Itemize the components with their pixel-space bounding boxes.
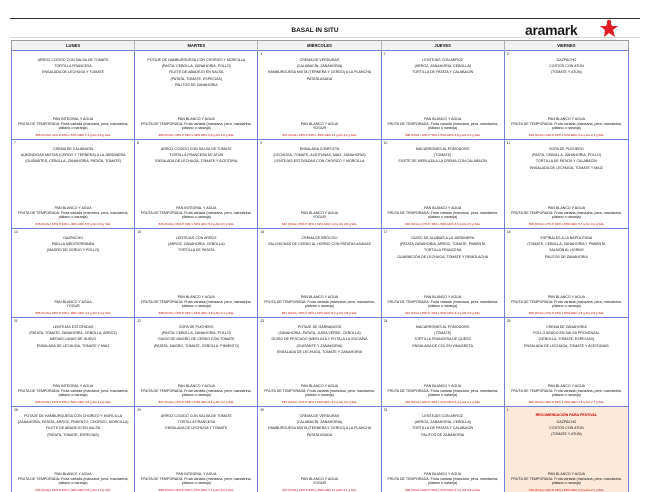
side-line: FRUTA DE TEMPORADA: Fruta variada (manzana, pera, mandarina, plátano o naranja)	[387, 210, 498, 219]
side-line: FRUTA DE TEMPORADA: Fruta variada (manzana, pera, mandarina, plátano o naranja)	[387, 299, 498, 308]
side-line: PAN BLANCO Y AGUA	[177, 117, 215, 122]
bread-and-dessert	[261, 122, 377, 137]
dish-line: ARROZ COCIDO CON SALSA DE TOMATE	[160, 147, 232, 151]
bread-and-dessert	[138, 295, 254, 315]
side-line: PAN BLANCO Y AGUA	[424, 295, 462, 300]
dish-line: CREMA DE VERDURAS	[299, 414, 340, 418]
dish-line: ENSALADA DE COL EN VINAGRETA	[412, 343, 474, 348]
day-number: 24	[383, 319, 388, 323]
side-line: PAN BLANCO Y AGUA	[547, 295, 585, 300]
dish-list	[15, 325, 131, 348]
side-line: FRUTA DE TEMPORADA: Fruta variada (manzana, pera, mandarina, plátano o naranja)	[17, 121, 129, 130]
day-number: 15	[137, 230, 141, 234]
day-number: 3	[506, 52, 509, 56]
side-line: FRUTA DE TEMPORADA: Fruta variada (manzana, pera, mandarina, plátano o naranja)	[141, 210, 252, 219]
dish-line: (MAGRO DE CERDO Y POLLO)	[47, 248, 100, 253]
dish-line: HAMBURGUESA MIXTA (TERNERA Y CERDO) A LA PLANCHA	[267, 70, 372, 75]
page-title: BASAL IN SITU	[291, 27, 339, 34]
dish-line: (TOMATE)	[434, 153, 452, 158]
dish-list	[15, 236, 131, 253]
side-line: FRUTA DE TEMPORADA: Fruta variada (manzana, pera, mandarina, plátano o naranja)	[387, 388, 498, 397]
nutrition-info: 651 (KCAL) 15% P 33% L 52% HDC 8,3 g AG 3,8 g SAL	[281, 311, 358, 315]
bread-and-dessert	[385, 472, 501, 492]
dish-line: (PATATA,ZANAHORIA, ARROZ, TOMATE, PIMIENTA	[399, 242, 486, 247]
side-line: FRUTA DE TEMPORADA: Fruta variada (manzana, pera, mandarina, plátano o naranja)	[141, 388, 252, 397]
dish-line: GUISO DE PESCADO (MERLUZA Y POTA) A LA VIZCAÍNA	[271, 337, 368, 342]
day-menu-cell	[505, 229, 628, 317]
day-number: 16	[260, 230, 265, 234]
dish-line: PATATA ASADA	[306, 432, 333, 437]
dish-line: GUARNICIÓN DE LECHUGA, TOMATE Y REMOLACHA	[397, 254, 489, 259]
day-number: 29	[137, 408, 141, 412]
day-number: 18	[506, 230, 511, 234]
dish-line: ENSALADA DE LECHUGA Y TOMATE	[42, 70, 105, 75]
nutrition-info: 656 (KCAL) 18% P 33% L 49% HDC 6,8 g AG 4,0 g SAL	[158, 133, 234, 137]
dish-line: POTAJE DE HAMBURGUESA CON CHORIZO Y MORCILLA	[147, 58, 246, 62]
dish-line: GAZPACHO	[556, 58, 577, 62]
side-line: PAN BLANCO Y AGUA	[300, 121, 339, 126]
dish-line: (ARROZ, ZANAHORIA, CEBOLLA)	[168, 242, 225, 247]
side-line: PAN BLANCO Y AGUA	[300, 384, 339, 389]
nutrition-info: 655 (KCAL) 18% P 33% L 49% HDC 3,2 g AG 3,4 g SAL	[35, 311, 111, 315]
dish-list	[138, 58, 254, 87]
dish-line: TORTILLA FRANCESA	[423, 248, 462, 253]
side-line: PAN BLANCO Y AGUA	[177, 295, 215, 300]
nutrition-info: 608 (KCAL) 16% P 33% L 51% HDC 4,5 g AG 3,1 g SAL	[158, 311, 234, 315]
bread-and-dessert	[261, 384, 377, 404]
weekday-header-row	[11, 40, 629, 50]
nutrition-info: 667 (KCAL) 18% P 33% L 49% HDC 11 g AG 3,1 g SAL	[282, 488, 357, 492]
side-line: PAN BLANCO Y AGUA	[424, 206, 462, 211]
dish-line: GUISO DE ALUBIAS A LA JARDINERA	[411, 236, 475, 240]
weekday-label: MIÉRCOLES	[258, 41, 381, 51]
dish-list	[385, 58, 501, 75]
dish-line: COSTOS CON ATÚN	[549, 64, 584, 69]
side-line: PAN BLANCO Y AGUA	[424, 384, 462, 389]
day-menu-cell	[382, 140, 505, 228]
side-line: FRUTA DE TEMPORADA: Fruta variada (manzana, pera, mandarina, plátano o naranja)	[511, 121, 622, 130]
dish-list	[261, 414, 377, 437]
day-number: 10	[383, 141, 388, 145]
side-line: FRUTA DE TEMPORADA: Fruta variada (manzana, pera, mandarina, plátano o naranja)	[511, 299, 622, 308]
weekday-label: VIERNES	[557, 43, 576, 48]
dish-line: CREMA DE VERDURAS	[299, 58, 340, 62]
day-number: 1	[506, 408, 509, 412]
nutrition-info: 604 (KCAL) 17% P 33% L 50% HDC 4,0 g AG 2,5 g SAL	[405, 222, 481, 226]
dish-line: LENTEJAS CON ARROZ	[176, 236, 217, 240]
dish-line: ALBÓNDIGAS MIXTAS (CERDO Y TERNERA) A LA JARDINERA	[20, 153, 126, 158]
day-number: 25	[506, 319, 511, 323]
side-line: YOGUR	[66, 303, 80, 308]
weekday-label: JUEVES	[382, 41, 505, 51]
dish-line: TORTILLA DE PATATA	[178, 248, 215, 253]
dish-line: (ARROZ, ZANAHORIA, CEBOLLA)	[414, 64, 471, 69]
bread-and-dessert	[138, 472, 254, 492]
dish-line: ENSALADA DE LECHUGA Y TOMATE	[165, 426, 228, 431]
side-line: PAN BLANCO Y AGUA	[424, 472, 462, 477]
nutrition-info: 619 (KCAL) 17% P 33% L 50% HDC 3,4 g AG 3,0 g SAL	[281, 400, 358, 404]
side-line: PAN BLANCO Y AGUA	[424, 117, 462, 122]
dish-line: SOPA DE PUCHERO	[179, 325, 214, 329]
nutrition-info: 658 (KCAL) 17% P 33% L 50% HDC 5,7 g AG 3,4 g SAL	[528, 222, 604, 226]
dish-line: LENTEJAS CON ARROZ	[422, 58, 463, 62]
dish-list	[385, 325, 501, 348]
day-number: 7	[14, 141, 16, 145]
dish-line: CREMA DE BRÓCOLI	[301, 236, 338, 240]
nutrition-info: 656 (KCAL) 18% P 33% L 49% HDC 6,8 g AG 4,0 g SAL	[35, 488, 111, 492]
day-menu-cell	[258, 229, 381, 317]
side-line: PAN BLANCO Y AGUA	[547, 206, 585, 211]
day-menu-cell	[505, 407, 628, 492]
dish-line: (CALABACÍN, ZANAHORIA)	[296, 64, 343, 69]
bread-and-dessert	[15, 472, 131, 492]
dish-line: (PATATA, TOMATE, ESPECIAS)	[47, 432, 99, 437]
dish-list	[15, 414, 131, 437]
day-number: 23	[260, 319, 265, 323]
side-line: FRUTA DE TEMPORADA: Fruta variada (manzana, pera, mandarina, plátano o naranja)	[17, 388, 129, 397]
bread-and-dessert	[385, 206, 501, 226]
bread-and-dessert	[385, 295, 501, 315]
side-line: PAN BLANCO Y AGUA	[300, 476, 339, 481]
day-number: 28	[14, 408, 18, 412]
nutrition-info: 608 (KCAL) 16% P 33% L 51% HDC 4,5 g AG 3,5 g SAL	[405, 133, 481, 137]
dish-line: (CALABACÍN, ZANAHORIA)	[296, 420, 343, 425]
dish-line: POTAJE DE HAMBURGUESA CON CHORIZO Y MORCILLA	[24, 414, 123, 418]
side-line: FRUTA DE TEMPORADA: Fruta variada (manzana, pera, mandarina, plátano o naranja)	[264, 299, 375, 308]
dish-line: HAMBURGUESA MIXTA (TERNERA Y CERDO) A LA PLANCHA	[267, 426, 372, 431]
day-number: 14	[14, 230, 18, 234]
dish-line: PALITOS DE ZANAHORIA	[421, 432, 465, 437]
side-line: FRUTA DE TEMPORADA: Fruta variada (manzana, pera, mandarina, plátano o naranja)	[511, 476, 622, 485]
dish-line: (PASTA, CEBOLLA, ZANAHORIA, POLLO)	[161, 331, 231, 336]
dish-line: ENSALADA DE LECHUGA, TOMATE Y MAIZ	[530, 165, 603, 170]
bread-and-dessert	[15, 384, 131, 404]
side-line: FRUTA DE TEMPORADA: Fruta variada (manzana, pera, mandarina, plátano o naranja)	[17, 210, 129, 219]
dish-line: GAZPACHO	[556, 420, 577, 424]
bread-and-dessert	[261, 295, 377, 315]
dish-line: (ZANAHORIA, PATATA, JUDÍA VERDE, CEBOLLA)	[278, 331, 361, 336]
dish-line: LENTEJAS ESTOFADAS	[52, 325, 94, 329]
dish-list	[508, 325, 625, 348]
day-menu-cell	[12, 140, 135, 228]
dish-line: (ZANAHORIA, PATATA, ARROZ, PIMIENTO, CHORIZO, MORCILLA)	[17, 420, 129, 425]
side-line: PAN BLANCO Y AGUA	[547, 472, 585, 477]
dish-line: (PATATA, MAGRO, TOMATE, CEBOLLA, PIMIENTO)	[153, 343, 239, 348]
bread-and-dessert	[261, 477, 377, 492]
day-number: 9	[260, 141, 263, 145]
side-line: PAN INTEGRAL Y AGUA	[176, 206, 217, 211]
day-number: 17	[383, 230, 388, 234]
dish-list	[508, 58, 625, 75]
day-number: 8	[137, 141, 140, 145]
day-menu-cell	[258, 407, 381, 492]
nutrition-info: 616 (KCAL) 14% P 33% L 53% HDC 2,2 g AG 2,1 g SAL	[528, 133, 604, 137]
dish-list	[138, 147, 254, 164]
dish-list	[385, 236, 501, 259]
day-menu-cell	[12, 407, 135, 492]
dish-line: PALITOS DE ZANAHORIA	[174, 82, 218, 87]
side-line: FRUTA DE TEMPORADA: Fruta variada (manzana, pera, mandarina, plátano o naranja)	[511, 210, 622, 219]
dish-line: (PASTA, CEBOLLA, ZANAHORIA, POLLO)	[531, 153, 601, 158]
dish-line: CREMA DE ZANAHORIA	[546, 325, 587, 329]
dish-line: TORTILLA DE PATATA Y CALABACÍN	[412, 426, 474, 431]
header-bottom-rule	[10, 37, 640, 38]
side-line: FRUTA DE TEMPORADA: Fruta variada (manzana, pera, mandarina, plátano o naranja)	[141, 476, 252, 485]
day-number: 31	[383, 408, 388, 412]
dish-line: (ARROZ, ZANAHORIA, CEBOLLA)	[414, 420, 471, 425]
week-row	[11, 50, 629, 139]
bread-and-dessert	[508, 295, 625, 315]
dish-line: FILETE DE MERLUZA A LA CREMA CON CALABACÍN	[398, 159, 487, 164]
dish-line: ARROZ COCIDO CON SALSA DE TOMATE	[37, 58, 109, 62]
dish-list	[138, 414, 254, 431]
dish-line: (PATATA, TOMATE, ZANAHORIA, CEBOLLA, ARROZ)	[29, 331, 117, 336]
dish-list	[261, 325, 377, 354]
dish-line: (LECHUGA, TOMATE, ACEITUNAS, MAIZ, ZANAHORIA)	[273, 153, 366, 158]
side-line: PAN INTEGRAL Y AGUA	[52, 117, 94, 122]
logo-wordmark: aramark	[525, 22, 578, 38]
day-menu-cell	[135, 51, 258, 139]
dish-line: LENTEJAS CON ARROZ	[422, 414, 463, 418]
dish-line: FILETE DE ABADEJO EN SALSA	[169, 70, 224, 75]
aramark-logo	[525, 18, 625, 42]
nutrition-info: 609 (KCAL) 17% P 33% L 50% HDC 4,5 g AG 2,8 g SAL	[528, 311, 604, 315]
side-line: PAN BLANCO Y AGUA	[54, 299, 92, 304]
dish-line: (GUISANTE Y ZANAHORIA)	[296, 343, 343, 348]
bread-and-dessert	[508, 472, 625, 492]
dish-list	[508, 236, 625, 259]
dish-line: SALCHICHAS DE CERDO AL HORNO CON PATATAS ASADAS	[268, 242, 371, 247]
dish-list	[138, 325, 254, 348]
dish-line: MACARRONES AL POMODORO	[415, 147, 470, 151]
side-line: PAN BLANCO Y AGUA	[54, 472, 92, 477]
bread-and-dessert	[138, 384, 254, 404]
dish-list	[508, 420, 625, 437]
side-line: FRUTA DE TEMPORADA: Fruta variada (manzana, pera, mandarina, plátano o naranja)	[511, 388, 622, 397]
dish-line: GUISO DE MAGRO DE CERDO CON TOMATE	[157, 337, 235, 342]
dish-line: (TOMATE Y ATÚN)	[551, 432, 582, 437]
day-menu-cell	[382, 407, 505, 492]
dish-line: (TOMATE Y ATÚN)	[551, 70, 582, 75]
special-recommendation-label: RECOMENDACIÓN PARA FESTIVAL	[535, 413, 598, 417]
weekday-label: MARTES	[135, 41, 258, 51]
dish-line: (PASTA, CEBOLLA, ZANAHORIA, POLLO)	[161, 64, 231, 69]
day-menu-cell	[258, 51, 381, 139]
side-line: PAN INTEGRAL Y AGUA	[176, 472, 217, 477]
dish-list	[138, 236, 254, 253]
side-line: PAN BLANCO Y AGUA	[300, 210, 339, 215]
dish-line: (PATATA, TOMATE, ESPECIAS)	[170, 76, 223, 81]
dish-line: ARROZ COCIDO CON SALSA DE TOMATE	[160, 414, 232, 418]
nutrition-info: 605 (KCAL) 15% P 33% L 52% HDC 4,5 g AG 3,6 g SAL	[35, 400, 111, 404]
day-menu-cell	[505, 140, 628, 228]
dish-line: TORTILLA FRANCESA	[177, 420, 215, 425]
nutrition-info: 616 (KCAL) 15% P 33% L 52% HDC 5,2 g AG 3,6 g SAL	[158, 222, 234, 226]
bread-and-dessert	[138, 206, 254, 226]
dish-line: MEDIAS LUNAS DE HUEVO	[49, 337, 97, 342]
dish-line: CREMA DE CALABACÍN	[53, 147, 94, 151]
weekday-label: LUNES	[12, 41, 135, 51]
nutrition-info: 616 (KCAL) 14% P 33% L 53% HDC 2,2 g AG 2,1 g SAL	[528, 488, 604, 492]
side-line: FRUTA DE TEMPORADA: Fruta variada (manzana, pera, mandarina, plátano o naranja)	[387, 121, 498, 130]
day-menu-cell	[12, 229, 135, 317]
nutrition-info: 627 (KCAL) 17% P 33% L 50% HDC 5,8 g AG 3,2 g SAL	[158, 400, 234, 404]
menu-calendar-grid	[11, 40, 629, 492]
day-menu-cell	[135, 318, 258, 406]
side-line: PAN BLANCO Y AGUA	[54, 206, 92, 211]
dish-line: POTAJE DE GARBANZOS	[297, 325, 342, 329]
dish-list	[385, 414, 501, 437]
day-menu-cell	[382, 318, 505, 406]
nutrition-info: 615 (KCAL) 18% P 33% L 49% HDC 8,5 g AG 3,8 g SAL	[35, 222, 111, 226]
dish-list	[261, 236, 377, 246]
dish-line: TORTILLA FRANCESA	[54, 64, 92, 69]
day-number: 1	[260, 52, 263, 56]
day-menu-cell	[382, 229, 505, 317]
dish-line: ENSALADA DE LECHUGA, TOMATE Y ZANAHORIA	[276, 349, 363, 354]
side-line: FRUTA DE TEMPORADA: Fruta variada (manzana, pera, mandarina, plátano o naranja)	[264, 388, 375, 397]
side-line: FRUTA DE TEMPORADA: Fruta variada (manzana, pera, mandarina, plátano o naranja)	[387, 476, 498, 485]
nutrition-info: 612 (KCAL) 15% P 33% L 52% HDC 4,2 g AG 2,9 g SAL	[405, 311, 481, 315]
side-line: FRUTA DE TEMPORADA: Fruta variada (manzana, pera, mandarina, plátano o naranja)	[17, 476, 129, 485]
side-line: YOGUR	[312, 214, 327, 219]
bread-and-dessert	[15, 206, 131, 226]
day-menu-cell	[505, 51, 628, 139]
dish-line: TORTILLA FRANCESA DE ATÚN	[169, 153, 224, 158]
dish-line: TORTILLA DE PATATA Y CALABACÍN	[412, 70, 474, 75]
dish-line: COSTOS CON ATÚN	[549, 426, 584, 431]
dish-line: PAELLA MEDITERRÁNEA	[51, 242, 95, 247]
dish-line: ENSALADA DE LECHUGA, TOMATE Y MAIZ	[36, 343, 110, 348]
side-line: FRUTA DE TEMPORADA: Fruta variada (manzana, pera, mandarina, plátano o naranja)	[141, 121, 252, 130]
dish-list	[15, 58, 131, 75]
bread-and-dessert	[508, 384, 625, 404]
side-line: PAN INTEGRAL Y AGUA	[52, 384, 94, 389]
side-line: PAN BLANCO Y AGUA	[547, 384, 585, 389]
day-number: 22	[137, 319, 141, 323]
dish-line: (CEBOLLA, TOMATE, ESPECIAS)	[538, 337, 595, 342]
dish-list	[385, 147, 501, 164]
bread-and-dessert	[261, 211, 377, 226]
day-number: 11	[506, 141, 511, 145]
bread-and-dessert	[385, 117, 501, 137]
dish-line: (GUISANTES, CEBOLLA, ZANAHORIA, PATATA, TOMATE)	[25, 159, 122, 164]
dish-line: SALMÓN AL HORNO	[549, 248, 584, 253]
dish-line: ENSALADA DE LECHUGA, TOMATE Y ACEITUNAS	[524, 343, 609, 348]
dish-list	[15, 147, 131, 164]
dish-line: (TOMATE)	[434, 331, 452, 336]
day-number: 2	[383, 52, 386, 56]
dish-line: (TOMATE, CEBOLLA, ZANAHORIA Y PIMIENTA	[527, 242, 606, 247]
nutrition-info: 602 (KCAL) 18% P 33% L 49% HDC 3,8 g AG 2,7 g SAL	[528, 400, 604, 404]
nutrition-info: 623 (KCAL) 15% P 33% L 52% HDC 4,9 g AG 3,8 g SAL	[281, 222, 358, 226]
side-line: YOGUR	[312, 125, 327, 130]
bread-and-dessert	[138, 117, 254, 137]
dish-line: LENTEJAS ESTOFADAS CON CHORIZO Y MORCILLA	[274, 159, 365, 164]
bread-and-dessert	[508, 117, 625, 137]
day-menu-cell	[12, 51, 135, 139]
day-menu-cell	[382, 51, 505, 139]
dish-line: PALITOS DE ZANAHORIA	[544, 254, 588, 259]
bread-and-dessert	[15, 300, 131, 315]
day-number: 21	[14, 319, 18, 323]
nutrition-info: 608 (KCAL) 11% P 33% L 57% HDC 7,3 g AG 3,6 g SAL	[35, 133, 111, 137]
side-line: PAN BLANCO Y AGUA	[547, 117, 585, 122]
dish-line: ENSALADA DE LECHUGA, TOMATE Y ACEITUNA	[155, 159, 238, 164]
nutrition-info: 608 (KCAL) 11% P 33% L 57% HDC 7,3 g AG 3,6 g SAL	[158, 488, 234, 492]
bread-and-dessert	[508, 206, 625, 226]
side-line: PAN BLANCO Y AGUA	[177, 384, 215, 389]
dish-line: POLLO ASADO EN SALSA PROVENZAL	[533, 331, 600, 336]
dish-line: TORTILLA FRANCESA DE QUESO	[414, 337, 472, 342]
dish-line: SOPA DE PUCHERO	[549, 147, 584, 151]
week-row	[11, 228, 629, 317]
side-line: PAN BLANCO Y AGUA	[300, 295, 339, 300]
dish-list	[508, 147, 625, 170]
week-row	[11, 406, 629, 492]
nutrition-info: 667 (KCAL) 18% P 33% L 49% HDC 11 g AG 3,1 g SAL	[282, 133, 357, 137]
bread-and-dessert	[15, 117, 131, 137]
dish-line: FILETE DE ABADEJO EN SALSA	[45, 426, 101, 431]
bread-and-dessert	[385, 384, 501, 404]
week-row	[11, 139, 629, 228]
dish-line: GAZPACHO	[63, 236, 84, 240]
day-menu-cell	[258, 140, 381, 228]
dish-line: PATATA ASADA	[306, 76, 333, 81]
nutrition-info: 608 (KCAL) 16% P 33% L 51% HDC 4,5 g AG 3,5 g SAL	[405, 488, 481, 492]
day-menu-cell	[135, 407, 258, 492]
day-number: 30	[260, 408, 265, 412]
dish-list	[261, 58, 377, 81]
nutrition-info: 618 (KCAL) 16% P 33% L 51% HDC 5,2 g AG 3,1 g SAL	[405, 400, 481, 404]
day-menu-cell	[505, 318, 628, 406]
day-menu-cell	[12, 318, 135, 406]
dish-line: ENSALADA COMPLETA	[299, 147, 340, 151]
dish-list	[261, 147, 377, 164]
week-row	[11, 317, 629, 406]
day-menu-cell	[135, 140, 258, 228]
dish-line: ESPIRALES A LA NAPOLITANA	[540, 236, 593, 240]
day-menu-cell	[135, 229, 258, 317]
side-line: YOGUR	[312, 480, 327, 485]
dish-line: TORTILLA DE PATATA Y CALABACÍN	[535, 159, 597, 164]
dish-line: MACARRONES AL POMODORO	[415, 325, 470, 329]
day-menu-cell	[258, 318, 381, 406]
side-line: FRUTA DE TEMPORADA: Fruta variada (manzana, pera, mandarina, plátano o naranja)	[141, 299, 252, 308]
